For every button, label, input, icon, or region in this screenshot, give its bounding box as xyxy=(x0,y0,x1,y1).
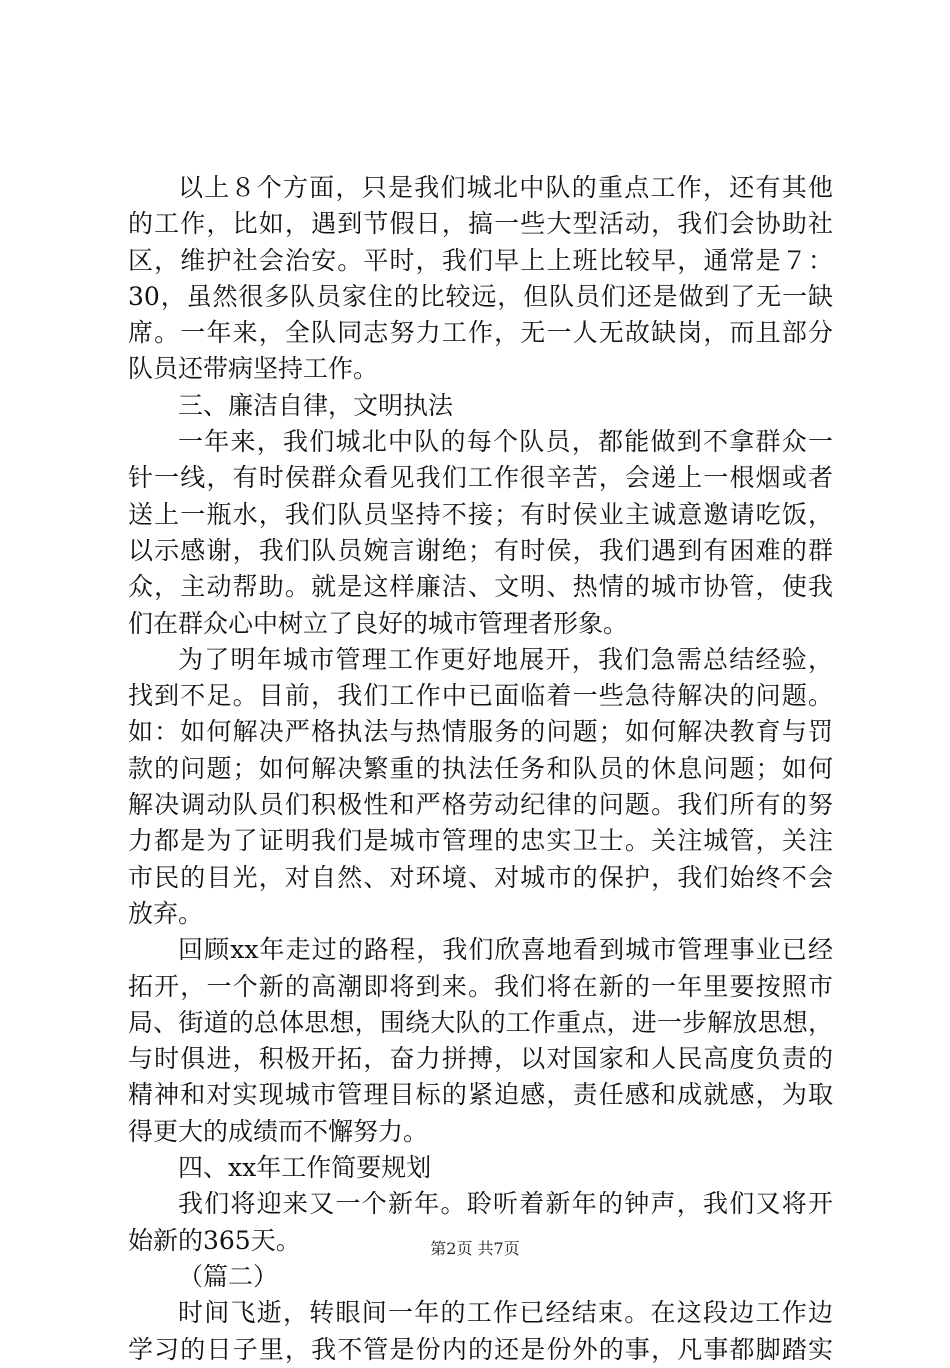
text-line: 送上一瓶水，我们队员坚持不接；有时侯业主诚意邀请吃饭， xyxy=(128,499,833,529)
text-line: 队员还带病坚持工作。 xyxy=(128,354,379,384)
page-number-footer: 第2页 共7页 xyxy=(430,1239,520,1258)
text-line: 与时俱进，积极开拓，奋力拼搏，以对国家和人民高度负责的 xyxy=(128,1044,833,1074)
text-line: 针一线，有时侯群众看见我们工作很辛苦，会递上一根烟或者 xyxy=(128,463,833,493)
text-line: 如：如何解决严格执法与热情服务的问题；如何解决教育与罚 xyxy=(128,717,833,747)
text-line: 四、xx年工作简要规划 xyxy=(178,1153,432,1183)
text-line: 一年来，我们城北中队的每个队员，都能做到不拿群众一 xyxy=(178,427,833,457)
text-line: 精神和对实现城市管理目标的紧迫感，责任感和成就感，为取 xyxy=(128,1080,833,1110)
text-line: 的工作，比如，遇到节假日，搞一些大型活动，我们会协助社 xyxy=(128,209,833,239)
text-line: 以上８个方面，只是我们城北中队的重点工作，还有其他 xyxy=(178,173,833,202)
text-line: 时间飞逝，转眼间一年的工作已经结束。在这段边工作边 xyxy=(178,1298,833,1328)
text-line: （篇二） xyxy=(178,1261,279,1291)
text-line: 回顾xx年走过的路程，我们欣喜地看到城市管理事业已经 xyxy=(178,935,833,965)
text-line: 找到不足。目前，我们工作中已面临着一些急待解决的问题。 xyxy=(128,681,833,711)
text-line: 力都是为了证明我们是城市管理的忠实卫士。关注城管，关注 xyxy=(128,826,833,856)
text-line: 解决调动队员们积极性和严格劳动纪律的问题。我们所有的努 xyxy=(128,790,833,820)
text-line: 局、街道的总体思想，围绕大队的工作重点，进一步解放思想， xyxy=(128,1007,833,1037)
text-line: 市民的目光，对自然、对环境、对城市的保护，我们始终不会 xyxy=(128,862,833,892)
text-line: 们在群众心中树立了良好的城市管理者形象。 xyxy=(128,608,629,638)
text-line: 席。一年来，全队同志努力工作，无一人无故缺岗，而且部分 xyxy=(128,318,833,348)
text-line: 款的问题；如何解决繁重的执法任务和队员的休息问题；如何 xyxy=(128,753,833,783)
document-body xyxy=(128,170,833,1368)
text-line: 区，维护社会治安。平时，我们早上上班比较早，通常是７： xyxy=(128,245,833,275)
text-line: 三、廉洁自律，文明执法 xyxy=(178,390,454,420)
text-line: 众，主动帮助。就是这样廉洁、文明、热情的城市协管，使我 xyxy=(128,572,833,602)
text-line: 得更大的成绩而不懈努力。 xyxy=(128,1116,429,1146)
text-line: 放弃。 xyxy=(128,898,204,928)
text-line: 我们将迎来又一个新年。聆听着新年的钟声，我们又将开 xyxy=(178,1189,833,1219)
text-line: 30，虽然很多队员家住的比较远，但队员们还是做到了无一缺 xyxy=(128,281,833,311)
text-line: 拓开，一个新的高潮即将到来。我们将在新的一年里要按照市 xyxy=(128,971,833,1001)
text-line: 学习的日子里，我不管是份内的还是份外的事，凡事都脚踏实 xyxy=(128,1334,833,1364)
text-line: 以示感谢，我们队员婉言谢绝；有时侯，我们遇到有困难的群 xyxy=(128,535,833,565)
text-line: 始新的365天。 xyxy=(128,1225,301,1255)
text-line: 为了明年城市管理工作更好地展开，我们急需总结经验， xyxy=(178,644,833,674)
